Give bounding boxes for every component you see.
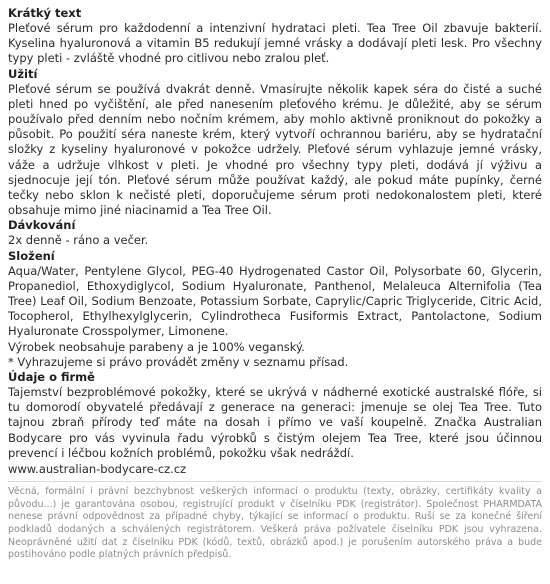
heading-usage: Užití [8,66,38,81]
dosage-body: 2x denně - ráno a večer. [8,233,149,248]
divider [8,481,542,482]
section-short-text [8,6,542,67]
legal-disclaimer: Věcná, formální i právní bezchybnost veškerých informací o produktu (texty, obrázky, certifikáty kvality a původu...) je garantována osobou, registrující produkt v číselníku PDK (registrátor). Společnost PHARMDATA nenese právní odpovědnost za případné chyby, týkající se informací o produktu. Ruší se za konečné šíření podkladů dodaných a schválených registrátorem. Veškerá práva požívatele číselníku PDK jsou vyhrazena. Neoprávněné užití dat z číselníku PDK (kódů, textů, obrázků apod.) je porušením autorského práva a bude postihováno podle platných právních předpisů. [8,486,542,561]
heading-company-info: Údaje o firmě [8,370,95,385]
usage-body: Pleťové sérum se používá dvakrát denně. Vmasírujte několik kapek séra do čisté a suché pleti hned po vyčištění, ale před nanesením pleťového krému. Je důležité, aby se sérum používalo před denním nebo nočním krémem, aby mohlo aktivně proniknout do pokožky a působit. Po použití séra naneste krém, který vytvoří ochrannou bariéru, aby se hydratační složky z kyseliny hyaluronové v pokožce udržely. Pleťové sérum vyhlazuje jemné vrásky, váže a udržuje vlhkost v pleti. Je vhodné pro všechny typy pleti, dodává jí výživu a sjednocuje její tón. Pleťové sérum může používat každý, ale pokud máte pupínky, černé tečky nebo sklon k nečisté pleti, doporučujeme sérum proti nedokonalostem pleti, které obsahuje mimo jiné niacinamid a Tea Tree Oil. [8,81,542,218]
heading-short-text: Krátký text [8,6,82,20]
company-info-body: Tajemství bezproblémové pokožky, které se ukrývá v nádherné exotické australské flóře, si tu domorodí obyvatelé předávají z generace na generaci: jmenuje se olej Tea Tree. Tuto tajnou zbraň přírody teď máte na dosah i přímo ve vaší koupelně. Značka Australian Bodycare pro vás vyvinula řadu výrobků s čistým olejem Tea Tree, které jsou účinnou prevencí i léčbou kožních problémů, pokožku však nedráždí. [8,385,542,460]
section-ingredients [8,249,542,370]
section-usage [8,67,542,219]
section-dosage [8,218,542,248]
company-website-link[interactable]: www.australian-bodycare-cz.cz [8,462,187,477]
vegan-note: Výrobek neobsahuje parabeny a je 100% veganský. [8,339,305,354]
section-company-info [8,370,542,477]
changes-note: * Vyhrazujeme si právo provádět změny v seznamu přísad. [8,354,349,369]
ingredients-body: Aqua/Water, Pentylene Glycol, PEG-40 Hydrogenated Castor Oil, Polysorbate 60, Glycerin, Propanediol, Ethoxydiglycol, Sodium Hyaluronate, Panthenol, Melaleuca Alternifolia (Tea Tree) Leaf Oil, Sodium Benzoate, Potassium Sorbate, Caprylic/Capric Triglyceride, Citric Acid, Tocopherol, Ethylhexylglycerin, Cylindrotheca Fusiformis Extract, Pantolactone, Sodium Hyaluronate Crosspolymer, Limonene. [8,263,542,339]
heading-ingredients: Složení [8,248,55,263]
product-info-document [8,6,542,562]
short-text-body: Pleťové sérum pro každodenní a intenzivní hydrataci pleti. Tea Tree Oil zbavuje bakterií. Kyselina hyaluronová a vitamin B5 redukují jemné vrásky a dodávají pleti lesk. Pro všechny typy pleti - zvláště vhodné pro citlivou nebo zralou pleť. [8,21,542,66]
heading-dosage: Dávkování [8,218,76,233]
